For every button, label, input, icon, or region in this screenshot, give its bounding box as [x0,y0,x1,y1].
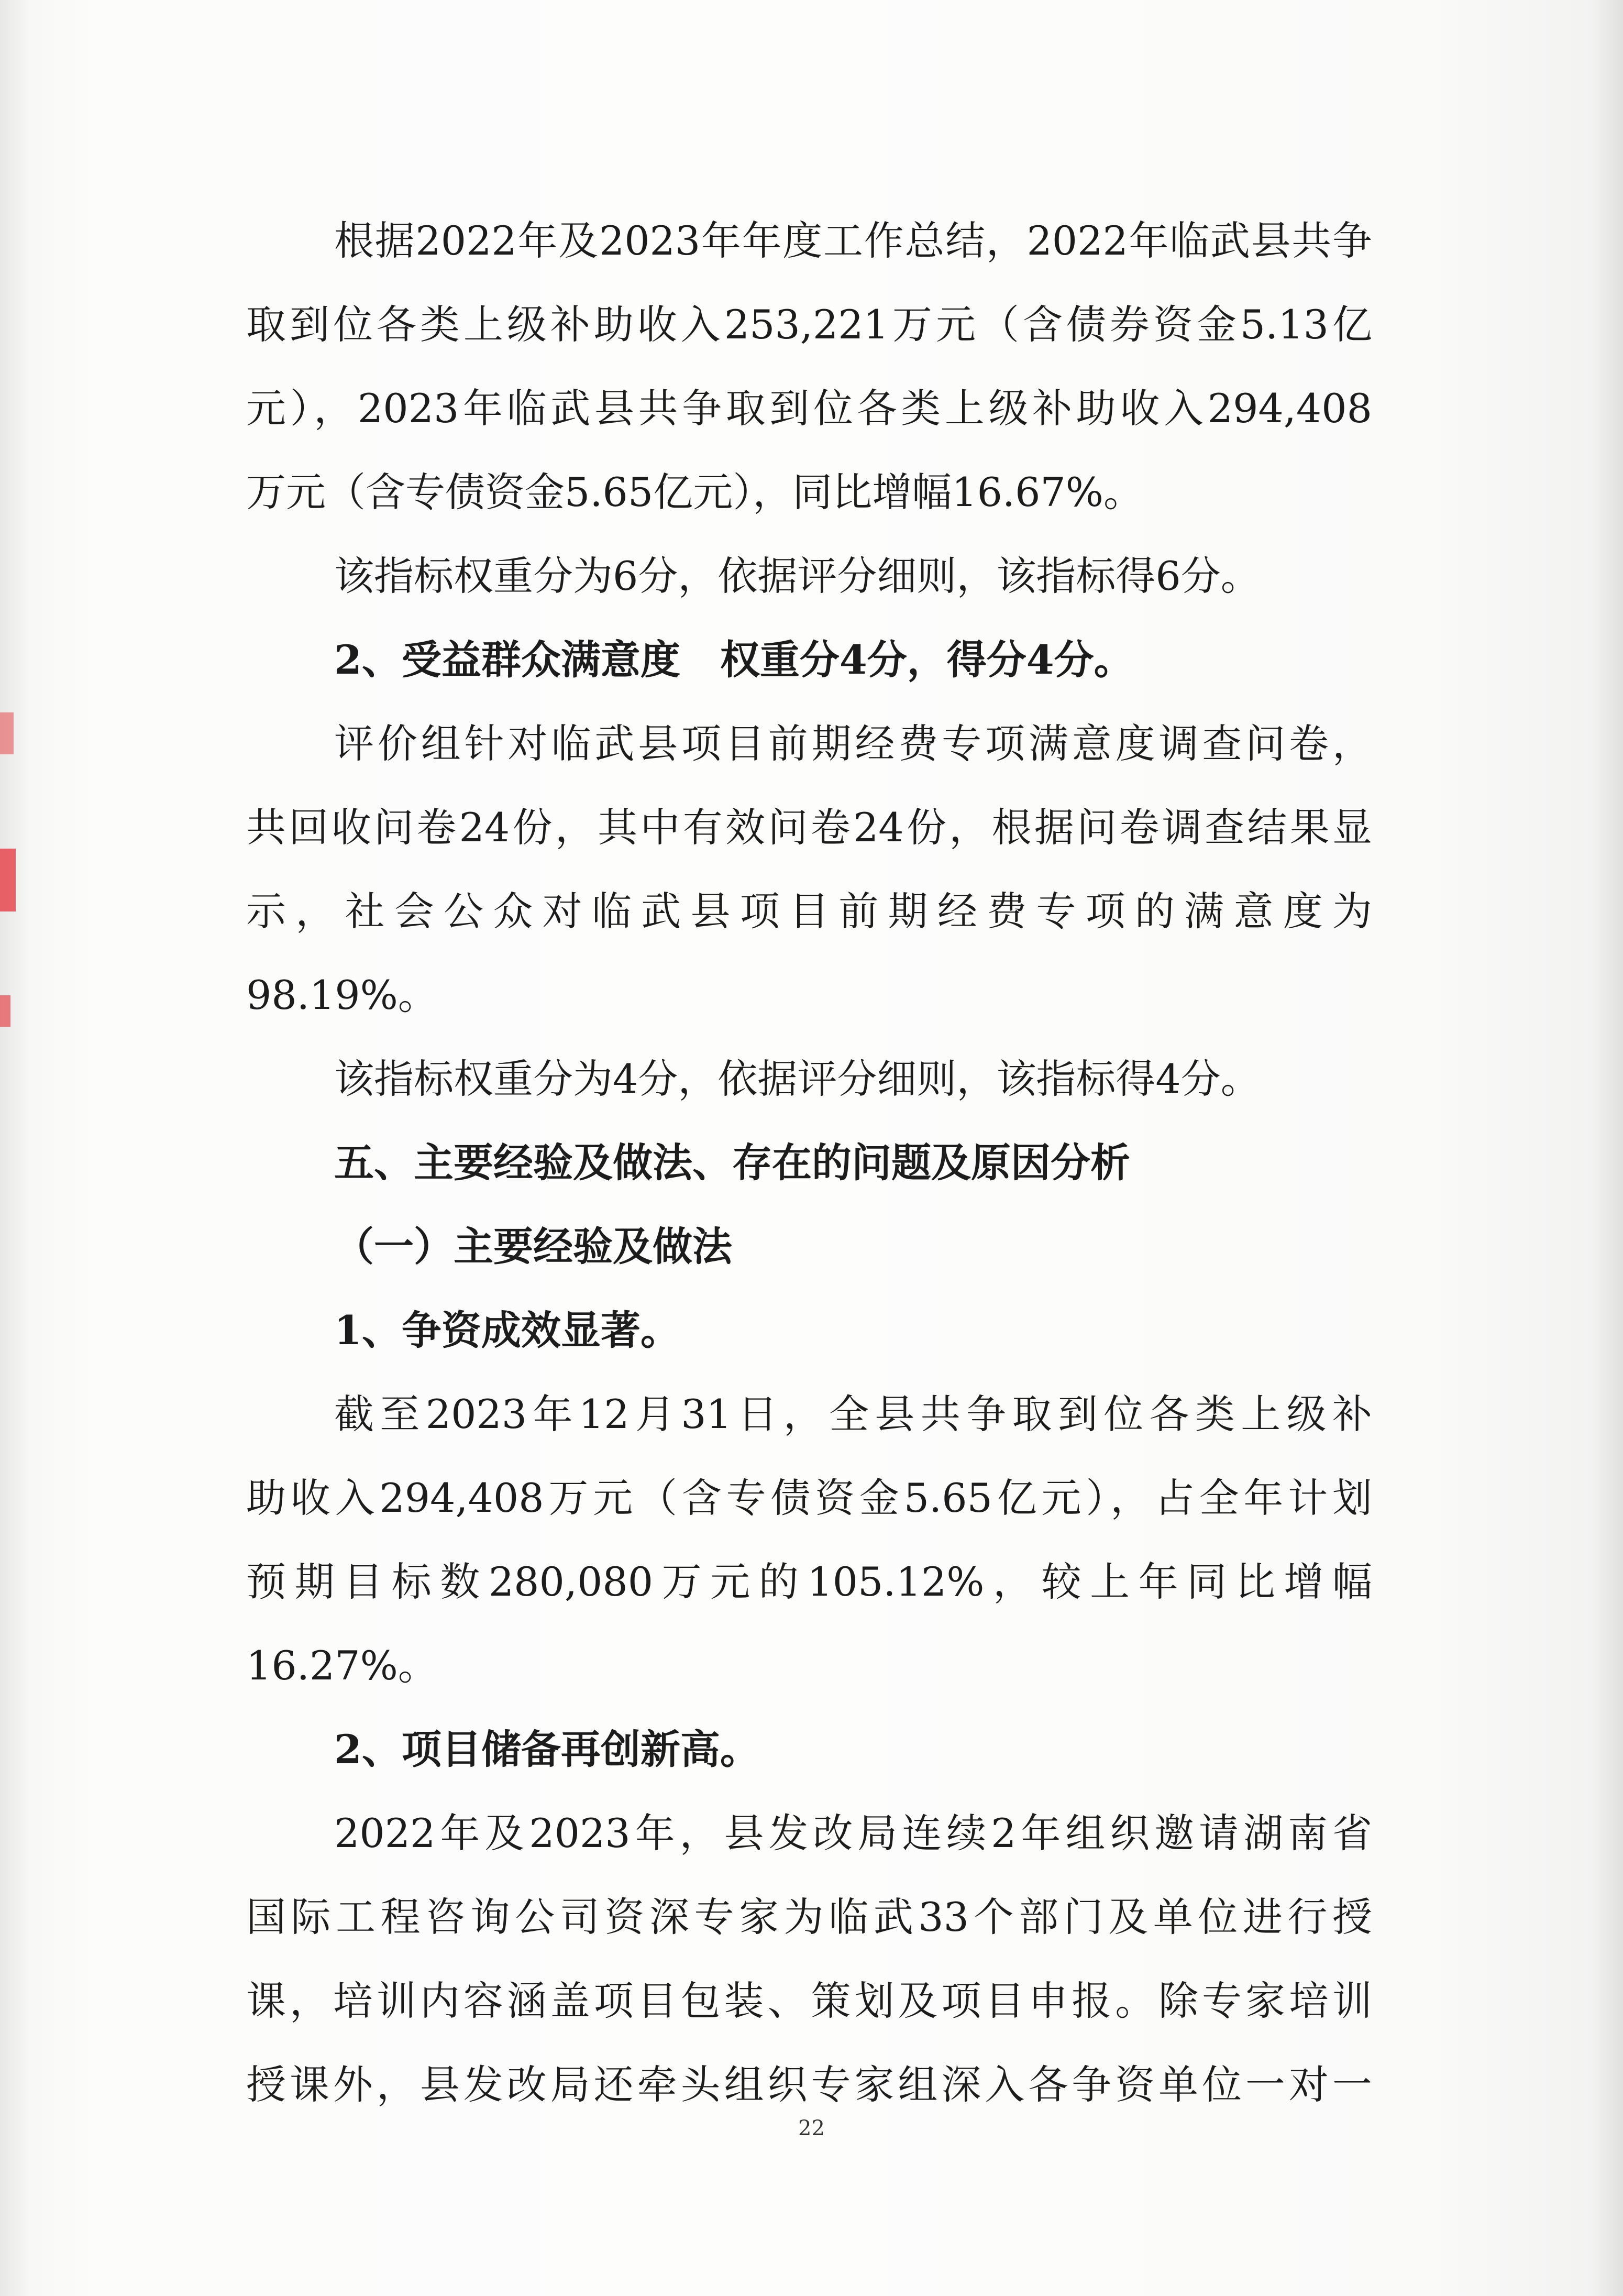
paragraph-line: 2022年及2023年，县发改局连续2年组织邀请湖南省 [334,1810,1372,1856]
paragraph-line: 截至2023年12月31日，全县共争取到位各类上级补 [334,1391,1372,1437]
paragraph-line: 98.19%。 [246,972,438,1018]
section-heading: 五、主要经验及做法、存在的问题及原因分析 [334,1139,1130,1186]
paragraph-line: 该指标权重分为4分，依据评分细则，该指标得4分。 [334,1056,1261,1102]
subsection-heading: （一）主要经验及做法 [334,1223,732,1270]
paragraph-line: 共回收问卷24份，其中有效问卷24份，根据问卷调查结果显 [246,804,1372,851]
paragraph-line: 授课外，县发改局还牵头组织专家组深入各争资单位一对一 [246,2061,1372,2108]
paragraph-line: 根据2022年及2023年年度工作总结，2022年临武县共争 [334,217,1372,264]
paragraph-line: 课，培训内容涵盖项目包装、策划及项目申报。除专家培训 [246,1978,1372,2024]
red-seal-fragment [0,995,10,1027]
red-seal-fragment [0,849,16,911]
red-seal-fragment [0,712,14,754]
subsection-heading: 2、项目储备再创新高。 [334,1726,760,1773]
paragraph-line: 该指标权重分为6分，依据评分细则，该指标得6分。 [334,553,1261,599]
subsection-heading: 1、争资成效显著。 [334,1307,680,1354]
body-text [246,199,1372,2127]
paragraph-line: 评价组针对临武县项目前期经费专项满意度调查问卷， [334,720,1372,767]
paragraph-line: 示，社会公众对临武县项目前期经费专项的满意度为 [246,888,1372,935]
scan-edge-shadow-right [1592,0,1623,2296]
paragraph-line: 助收入294,408万元（含专债资金5.65亿元），占全年计划 [246,1475,1372,1521]
paragraph-line: 万元（含专债资金5.65亿元），同比增幅16.67%。 [246,469,1144,515]
paragraph-line: 元），2023年临武县共争取到位各类上级补助收入294,408 [246,385,1372,432]
paragraph-line: 预期目标数280,080万元的105.12%，较上年同比增幅 [246,1558,1372,1605]
scan-edge-shadow-left [0,0,31,2296]
page-number: 22 [798,2116,825,2140]
paragraph-line: 取到位各类上级补助收入253,221万元（含债券资金5.13亿 [246,301,1372,348]
paragraph-line: 国际工程咨询公司资深专家为临武33个部门及单位进行授 [246,1894,1372,1940]
subsection-heading: 2、受益群众满意度 权重分4分，得分4分。 [334,636,1134,683]
paragraph-line: 16.27%。 [246,1642,438,1689]
